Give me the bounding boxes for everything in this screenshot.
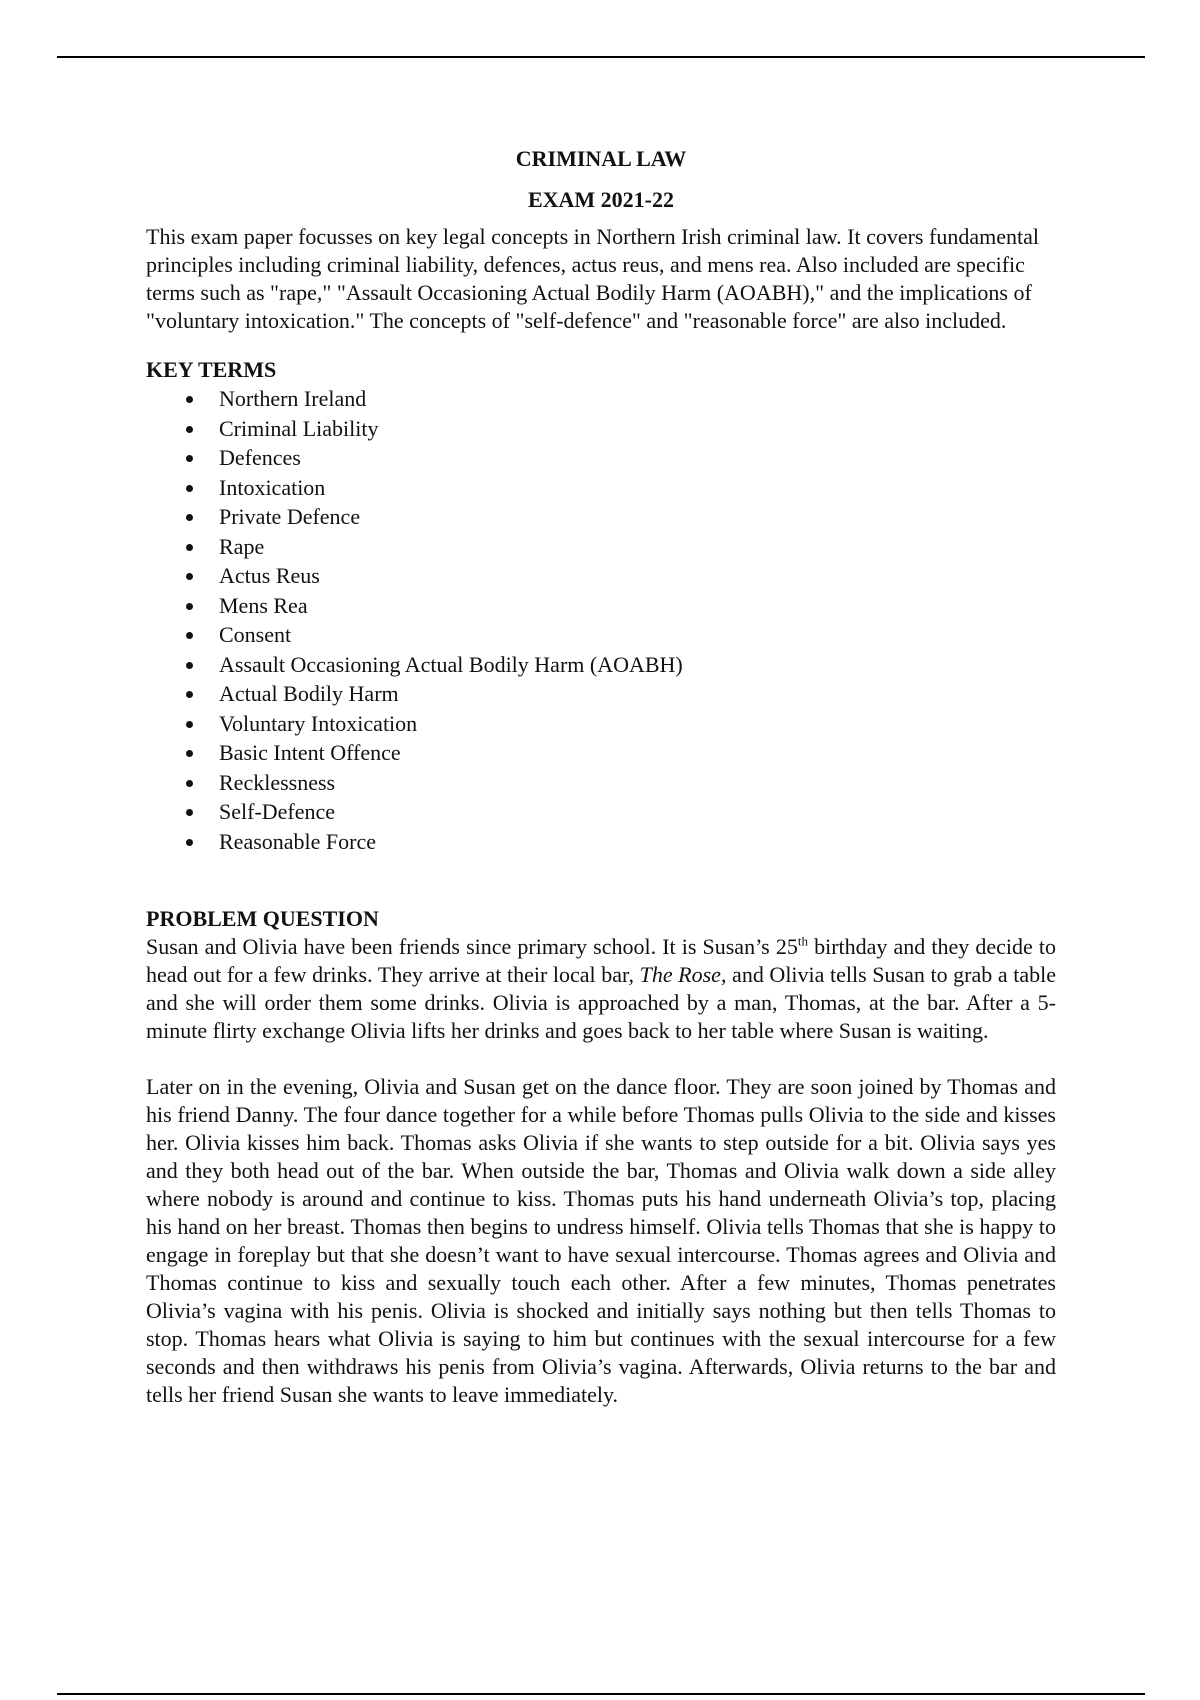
key-term-label: Rape [219,533,265,559]
p1-text-b: birthday and they decide to head out for a few drinks. They arrive at their local bar, [146,934,1056,987]
key-term-item [146,768,1056,798]
bottom-rule [57,1693,1145,1695]
problem-paragraph-1 [146,933,1056,1045]
document-page [146,140,1056,1409]
p1-text-c: , and Olivia tells Susan to grab a table and she will order them some drinks. Olivia is approached by a man, Thomas, at the bar. After a 5-minute flirty exchange Olivia lifts her drinks and goes back to her table where Susan is waiting. [146,962,1057,1043]
document-title: CRIMINAL LAW [515,146,687,171]
key-term-item [146,620,1056,650]
key-term-item [146,473,1056,503]
key-term-label: Northern Ireland [219,386,367,411]
key-term-item [146,532,1056,562]
bullet-icon [186,839,193,846]
bullet-icon [186,544,193,551]
problem-paragraph-2: Later on in the evening, Olivia and Susan get on the dance floor. They are soon joined by Thomas and his friend Danny. The four dance together for a while before Thomas pulls Olivia to the side and kisses her. Olivia kisses him back. Thomas asks Olivia if she wants to step outside for a bit. Olivia says yes and they both head out of the bar. When outside the bar, Thomas and Olivia walk down a side alley where nobody is around and continue to kiss. Thomas puts his hand underneath Olivia’s top, placing his hand on her breast. Thomas then begins to undress himself. Olivia tells Thomas that she is happy to engage in foreplay but that she doesn’t want to have sexual intercourse. Thomas agrees and Olivia and Thomas continue to kiss and sexually touch each other. After a few minutes, Thomas penetrates Olivia’s vagina with his penis. Olivia is shocked and initially says nothing but then tells Thomas to stop. Thomas hears what Olivia is saying to him but continues with the sexual intercourse for a few seconds and then withdraws his penis from Olivia’s vagina. Afterwards, Olivia returns to the bar and tells her friend Susan she wants to leave immediately. [146,1074,1056,1407]
bar-name: The Rose [639,962,721,987]
key-term-item [146,679,1056,709]
key-terms-list [146,384,1056,856]
bullet-icon [186,514,193,521]
key-term-item [146,709,1056,739]
top-rule [57,56,1145,58]
bullet-icon [186,662,193,669]
key-term-label: Voluntary Intoxication [219,710,418,736]
key-term-label: Criminal Liability [219,415,379,441]
intro-paragraph: This exam paper focusses on key legal concepts in Northern Irish criminal law. It covers fundamental principles including criminal liability, defences, actus reus, and mens rea. Also included are specific terms such as "rape," "Assault Occasioning Actual Bodily Harm (AOABH)," and the implications of "voluntary intoxication." The concepts of "self-defence" and "reasonable force" are also included. [146,224,1039,333]
key-term-label: Basic Intent Offence [219,740,401,765]
key-term-item [146,797,1056,827]
key-term-item [146,414,1056,444]
key-term-item [146,561,1056,591]
key-term-item [146,591,1056,621]
key-term-item [146,738,1056,768]
key-term-label: Reasonable Force [219,828,376,854]
key-term-item [146,384,1056,414]
key-term-label: Assault Occasioning Actual Bodily Harm (AOABH) [219,651,683,677]
key-term-label: Self-Defence [219,799,336,824]
key-terms-heading: KEY TERMS [146,357,277,382]
key-term-item [146,443,1056,473]
key-term-label: Actus Reus [219,563,320,588]
key-term-label: Defences [219,445,301,470]
key-term-label: Actual Bodily Harm [219,681,399,706]
key-term-label: Recklessness [219,769,336,795]
key-term-label: Intoxication [219,474,326,500]
problem-question-heading: PROBLEM QUESTION [146,906,379,931]
key-term-label: Private Defence [219,504,361,529]
bullet-icon [186,396,193,403]
bullet-icon [186,691,193,698]
key-term-item [146,827,1056,857]
bullet-icon [186,573,193,580]
bullet-icon [186,809,193,816]
bullet-icon [186,721,193,728]
key-term-label: Mens Rea [219,592,308,618]
document-subtitle: EXAM 2021-22 [527,187,675,212]
bullet-icon [186,780,193,787]
bullet-icon [186,603,193,610]
bullet-icon [186,632,193,639]
bullet-icon [186,455,193,462]
key-term-item [146,650,1056,680]
bullet-icon [186,750,193,757]
bullet-icon [186,485,193,492]
key-term-label: Consent [219,622,292,647]
p1-superscript: th [797,933,808,949]
key-term-item [146,502,1056,532]
p1-text-a: Susan and Olivia have been friends since primary school. It is Susan’s 25 [146,934,798,959]
bullet-icon [186,426,193,433]
